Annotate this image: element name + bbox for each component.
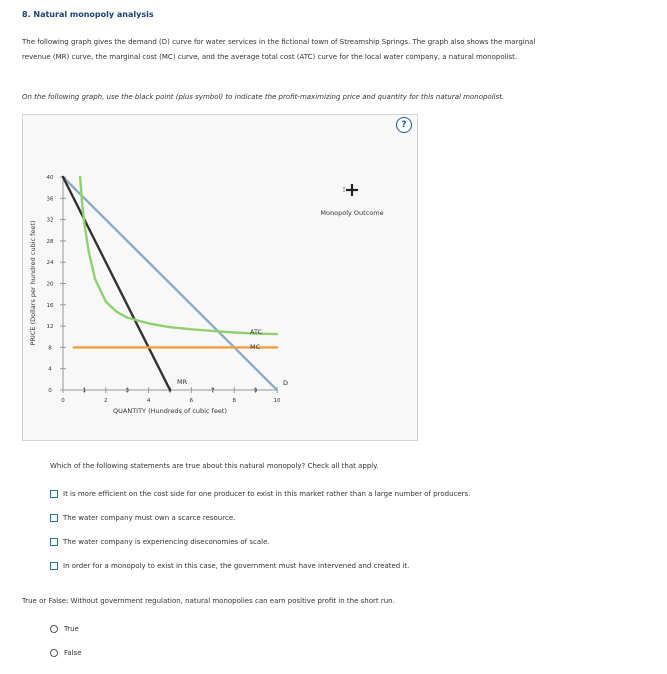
y-tick-label: 4 [48, 366, 52, 373]
option-checkbox-1[interactable] [50, 490, 58, 498]
help-icon[interactable]: ? [396, 117, 412, 133]
x-tick-label: 7 [211, 388, 215, 394]
option-label-2: The water company must own a scarce resource. [63, 514, 236, 522]
radio-row-true[interactable] [50, 625, 79, 633]
monopoly-outcome-label: Monopoly Outcome [320, 209, 384, 217]
radio-false[interactable] [50, 649, 58, 657]
y-axis-label: PRICE (Dollars per hundred cubic feet) [29, 220, 37, 346]
true-false-question: True or False: Without government regulation, natural monopolies can earn positive profit in the short run. [22, 597, 395, 605]
intro-line-2: revenue (MR) curve, the marginal cost (MC) curve, and the average total cost (ATC) curve for the local water company, a natural monopolist. [22, 53, 518, 61]
option-row-3[interactable] [50, 538, 270, 546]
y-tick-label: 0 [48, 388, 52, 394]
curve-d [63, 177, 277, 390]
mr-label: MR [177, 378, 188, 386]
option-row-4[interactable] [50, 562, 409, 570]
intro-line-1: The following graph gives the demand (D) curve for water services in the fictional town of Streamship Springs. The graph also shows the marginal [22, 38, 536, 46]
x-tick-label: 10 [273, 398, 281, 404]
atc-label: ATC [250, 328, 263, 336]
y-tick-label: 12 [46, 324, 54, 331]
graph-instruction: On the following graph, use the black point (plus symbol) to indicate the profit-maximizing price and quantity for this natural monopolist. [22, 93, 505, 101]
mc-label: MC [250, 343, 261, 351]
x-axis-label: QUANTITY (Hundreds of cubic feet) [113, 407, 227, 415]
y-tick-label: 28 [46, 238, 54, 245]
checkbox-question: Which of the following statements are true about this natural monopoly? Check all that apply. [50, 462, 379, 470]
y-tick-label: 36 [46, 196, 54, 203]
radio-row-false[interactable] [50, 649, 82, 657]
x-tick-label: 5 [168, 388, 172, 394]
option-checkbox-4[interactable] [50, 562, 58, 570]
radio-label-false: False [64, 649, 82, 657]
x-tick-label: 2 [104, 398, 108, 404]
option-row-2[interactable] [50, 514, 235, 522]
question-title: 8. Natural monopoly analysis [22, 10, 154, 19]
x-tick-label: 4 [146, 398, 151, 404]
x-tick-label: 6 [189, 398, 194, 404]
x-tick-label: 8 [232, 398, 236, 404]
y-tick-label: 40 [46, 175, 54, 181]
option-row-1[interactable] [50, 490, 470, 498]
y-tick-label: 32 [46, 217, 54, 224]
option-label-3: The water company is experiencing diseconomies of scale. [63, 538, 270, 546]
radio-label-true: True [64, 625, 79, 633]
option-label-1: It is more efficient on the cost side for one producer to exist in this market rather than a large number of producers. [63, 490, 471, 498]
option-checkbox-3[interactable] [50, 538, 58, 546]
monopoly-outcome-plus-tool[interactable] [343, 184, 358, 196]
y-tick-label: 24 [46, 260, 54, 267]
y-tick-label: 20 [46, 281, 54, 288]
option-checkbox-2[interactable] [50, 514, 58, 522]
x-tick-label: 0 [61, 398, 65, 404]
chart-curves [63, 177, 277, 390]
curve-mr [63, 177, 170, 390]
y-tick-label: 16 [46, 302, 54, 309]
x-tick-label: 3 [125, 388, 129, 394]
radio-true[interactable] [50, 625, 58, 633]
d-label: D [283, 379, 289, 387]
curve-atc [80, 177, 277, 334]
option-label-4: In order for a monopoly to exist in this case, the government must have intervened and created it. [63, 562, 410, 570]
y-tick-label: 8 [48, 345, 52, 352]
x-tick-label: 9 [253, 388, 258, 394]
x-tick-label: 1 [82, 388, 87, 394]
